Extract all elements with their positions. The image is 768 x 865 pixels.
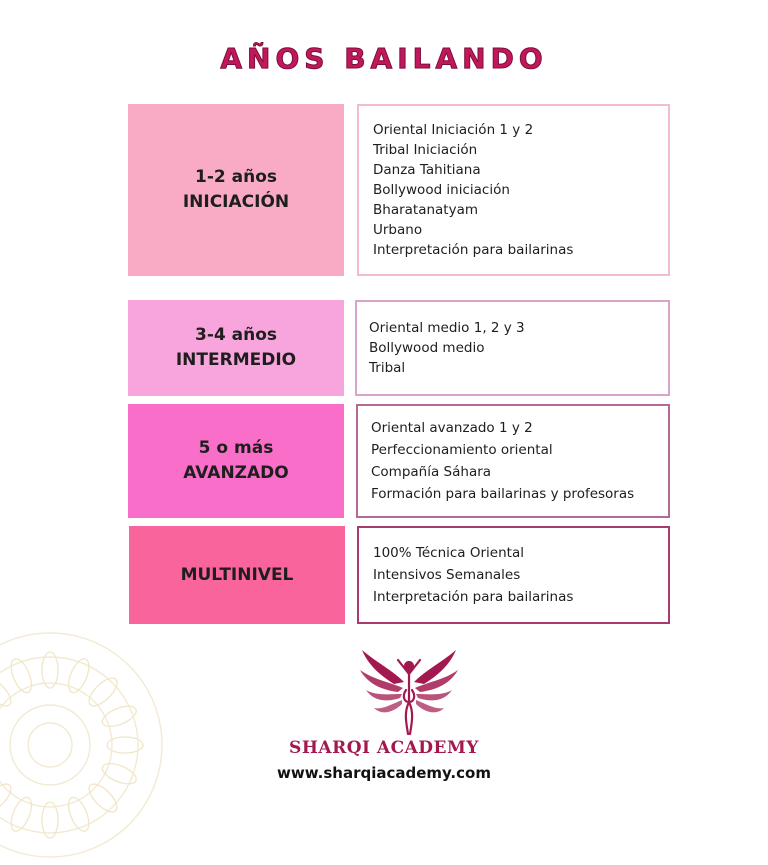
course-item: Bharatanatyam <box>373 200 668 220</box>
course-item: Bollywood medio <box>369 338 668 358</box>
course-item: Oriental avanzado 1 y 2 <box>371 417 668 439</box>
mandala-petal <box>7 656 36 695</box>
course-item: Tribal <box>369 358 668 378</box>
course-list-avanzado <box>356 404 670 518</box>
level-years: 1-2 años <box>195 165 277 190</box>
mandala-petal <box>0 674 15 711</box>
course-item: Formación para bailarinas y profesoras <box>371 483 668 505</box>
course-item: 100% Técnica Oriental <box>373 542 668 564</box>
course-list-iniciacion <box>357 104 670 276</box>
mandala-petal <box>7 795 36 834</box>
website-link[interactable]: www.sharqiacademy.com <box>0 764 768 782</box>
course-item: Danza Tahitiana <box>373 160 668 180</box>
level-years: 3-4 años <box>195 323 277 348</box>
course-list-intermedio <box>355 300 670 396</box>
level-name: AVANZADO <box>183 461 288 486</box>
level-box-avanzado <box>128 404 344 518</box>
course-item: Urbano <box>373 220 668 240</box>
level-name: INTERMEDIO <box>176 348 296 373</box>
course-item: Bollywood iniciación <box>373 180 668 200</box>
mandala-petal <box>85 780 122 817</box>
mandala-petal <box>0 780 15 817</box>
course-item: Interpretación para bailarinas <box>373 586 668 608</box>
level-name: MULTINIVEL <box>181 563 294 588</box>
level-box-multinivel <box>129 526 345 624</box>
mandala-petal <box>64 795 93 834</box>
course-item: Interpretación para bailarinas <box>373 240 668 260</box>
mandala-petal <box>42 652 58 688</box>
course-list-multinivel <box>357 526 670 624</box>
brand-name: SHARQI ACADEMY <box>0 738 768 758</box>
course-item: Intensivos Semanales <box>373 564 668 586</box>
course-item: Oriental Iniciación 1 y 2 <box>373 120 668 140</box>
page-title: AÑOS BAILANDO <box>0 42 768 75</box>
level-years: 5 o más <box>199 436 274 461</box>
mandala-petal <box>85 674 122 711</box>
course-item: Perfeccionamiento oriental <box>371 439 668 461</box>
level-box-intermedio <box>128 300 344 396</box>
level-name: INICIACIÓN <box>183 190 289 215</box>
mandala-petal <box>64 656 93 695</box>
course-item: Compañía Sáhara <box>371 461 668 483</box>
mandala-petal <box>100 702 139 731</box>
winged-dancer-icon <box>354 640 464 740</box>
course-item: Oriental medio 1, 2 y 3 <box>369 318 668 338</box>
level-box-iniciacion <box>128 104 344 276</box>
course-item: Tribal Iniciación <box>373 140 668 160</box>
mandala-petal <box>42 802 58 838</box>
